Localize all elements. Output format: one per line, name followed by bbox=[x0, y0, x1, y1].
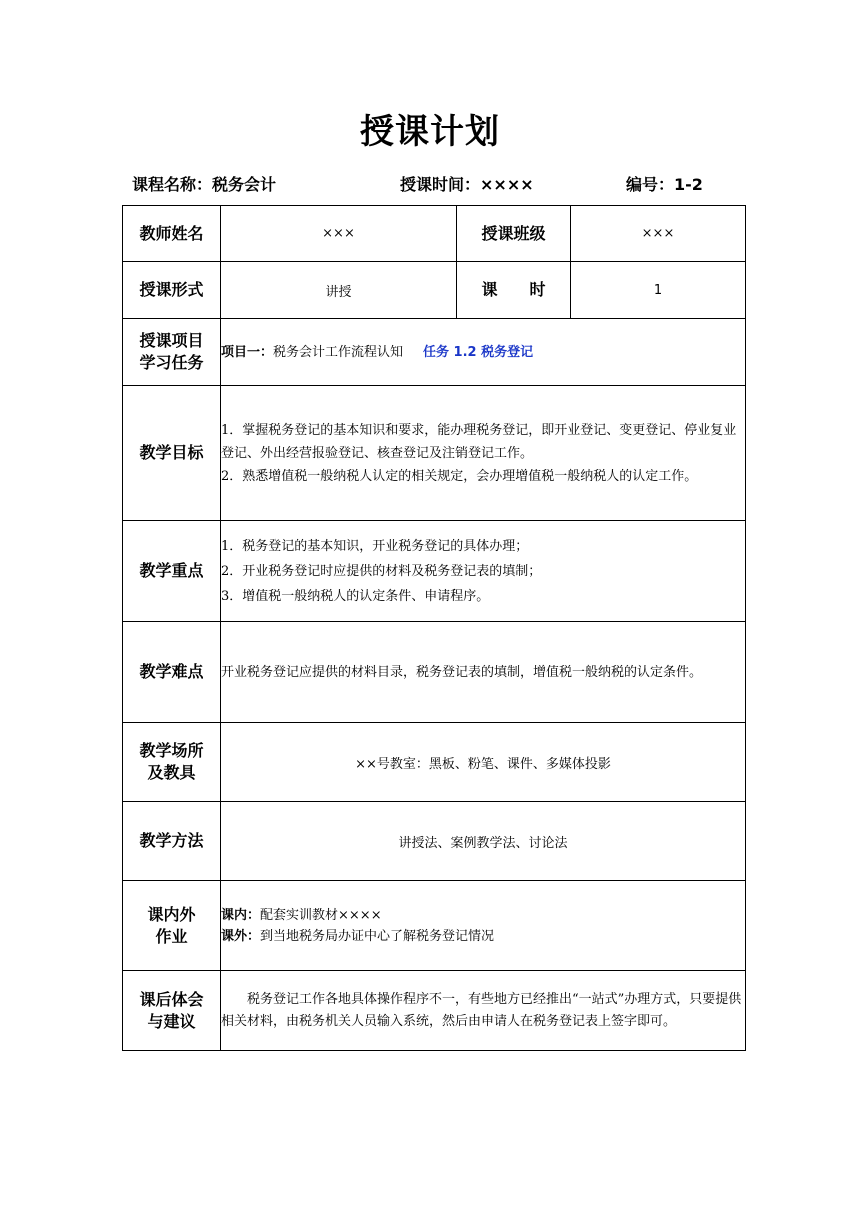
lesson-time-value: ×××× bbox=[480, 175, 534, 194]
homework-value bbox=[221, 881, 746, 971]
table-row bbox=[123, 802, 746, 881]
project-prefix: 项目一： bbox=[221, 344, 274, 360]
project-task-label-line-1: 授课项目 bbox=[139, 331, 204, 350]
reflection-text: 税务登记工作各地具体操作程序不一，有些地方已经推出“一站式”办理方式，只要提供相关材料，由税务机关人员输入系统，然后由申请人在税务登记表上签字即可。 bbox=[221, 991, 742, 1029]
teaching-method-value: 讲授法、案例教学法、讨论法 bbox=[221, 802, 746, 881]
difficult-points-label: 教学难点 bbox=[123, 622, 221, 723]
key-point-item: 2．开业税务登记时应提供的材料及税务登记表的填制； bbox=[221, 563, 542, 579]
project-name: 税务会计工作流程认知 bbox=[273, 344, 404, 360]
plan-number-label: 编号： bbox=[626, 175, 675, 194]
table-row bbox=[123, 622, 746, 723]
table-row bbox=[123, 971, 746, 1051]
homework-label-line-1: 课内外 bbox=[147, 904, 196, 924]
table-row bbox=[123, 262, 746, 319]
reflection-label-line-2: 与建议 bbox=[147, 1011, 196, 1031]
homework-out-text: 到当地税务局办证中心了解税务登记情况 bbox=[260, 928, 495, 944]
homework-label bbox=[123, 881, 221, 971]
class-hours-label: 课 时 bbox=[457, 262, 571, 319]
table-row bbox=[123, 386, 746, 521]
class-label: 授课班级 bbox=[457, 206, 571, 262]
project-task-label bbox=[123, 319, 221, 386]
homework-after-class bbox=[221, 926, 745, 947]
course-name-field bbox=[132, 172, 276, 195]
table-row bbox=[123, 319, 746, 386]
teaching-method-label: 教学方法 bbox=[123, 802, 221, 881]
teaching-goals-label: 教学目标 bbox=[123, 386, 221, 521]
lesson-time-label: 授课时间： bbox=[400, 175, 481, 194]
project-task-label-line-2: 学习任务 bbox=[139, 353, 204, 372]
teacher-name-label: 教师姓名 bbox=[123, 206, 221, 262]
key-point-item: 1．税务登记的基本知识，开业税务登记的具体办理； bbox=[221, 538, 529, 554]
table-row bbox=[123, 723, 746, 802]
venue-tools-label-line-1: 教学场所 bbox=[139, 741, 204, 760]
table-row bbox=[123, 521, 746, 622]
homework-out-label: 课外： bbox=[221, 928, 261, 944]
reflection-label bbox=[123, 971, 221, 1051]
table-row bbox=[123, 881, 746, 971]
homework-label-line-2: 作业 bbox=[155, 926, 188, 946]
plan-number-value: 1-2 bbox=[674, 175, 703, 194]
homework-in-class bbox=[221, 905, 745, 926]
table-row bbox=[123, 206, 746, 262]
teaching-form-value: 讲授 bbox=[221, 262, 457, 319]
plan-number-field bbox=[626, 172, 703, 195]
key-points-value bbox=[221, 521, 746, 622]
lesson-time-field bbox=[400, 172, 534, 195]
difficult-points-value: 开业税务登记应提供的材料目录，税务登记表的填制，增值税一般纳税的认定条件。 bbox=[221, 622, 746, 723]
key-points-label: 教学重点 bbox=[123, 521, 221, 622]
venue-tools-label bbox=[123, 723, 221, 802]
class-value: ××× bbox=[571, 206, 746, 262]
teaching-goals-value bbox=[221, 386, 746, 521]
course-name-value: 税务会计 bbox=[212, 175, 277, 194]
course-name-label: 课程名称： bbox=[132, 175, 213, 194]
reflection-value bbox=[221, 971, 746, 1051]
task-name: 任务 1.2 税务登记 bbox=[423, 344, 534, 360]
lesson-plan-table bbox=[122, 205, 746, 1051]
key-point-item: 3．增值税一般纳税人的认定条件、申请程序。 bbox=[221, 588, 490, 604]
homework-in-text: 配套实训教材×××× bbox=[260, 907, 382, 923]
venue-tools-value: ××号教室：黑板、粉笔、课件、多媒体投影 bbox=[221, 723, 746, 802]
reflection-label-line-1: 课后体会 bbox=[139, 989, 204, 1009]
homework-in-label: 课内： bbox=[221, 907, 261, 923]
teaching-goal-item: 1．掌握税务登记的基本知识和要求，能办理税务登记，即开业登记、变更登记、停业复业登记、外出经营报验登记、核查登记及注销登记工作。 bbox=[221, 422, 737, 461]
teaching-goal-item: 2．熟悉增值税一般纳税人认定的相关规定，会办理增值税一般纳税人的认定工作。 bbox=[221, 468, 698, 484]
class-hours-value: 1 bbox=[571, 262, 746, 319]
venue-tools-label-line-2: 及教具 bbox=[147, 763, 196, 782]
page-title: 授课计划 bbox=[360, 112, 500, 152]
project-task-value bbox=[221, 319, 746, 386]
teaching-form-label: 授课形式 bbox=[123, 262, 221, 319]
teacher-name-value: ××× bbox=[221, 206, 457, 262]
